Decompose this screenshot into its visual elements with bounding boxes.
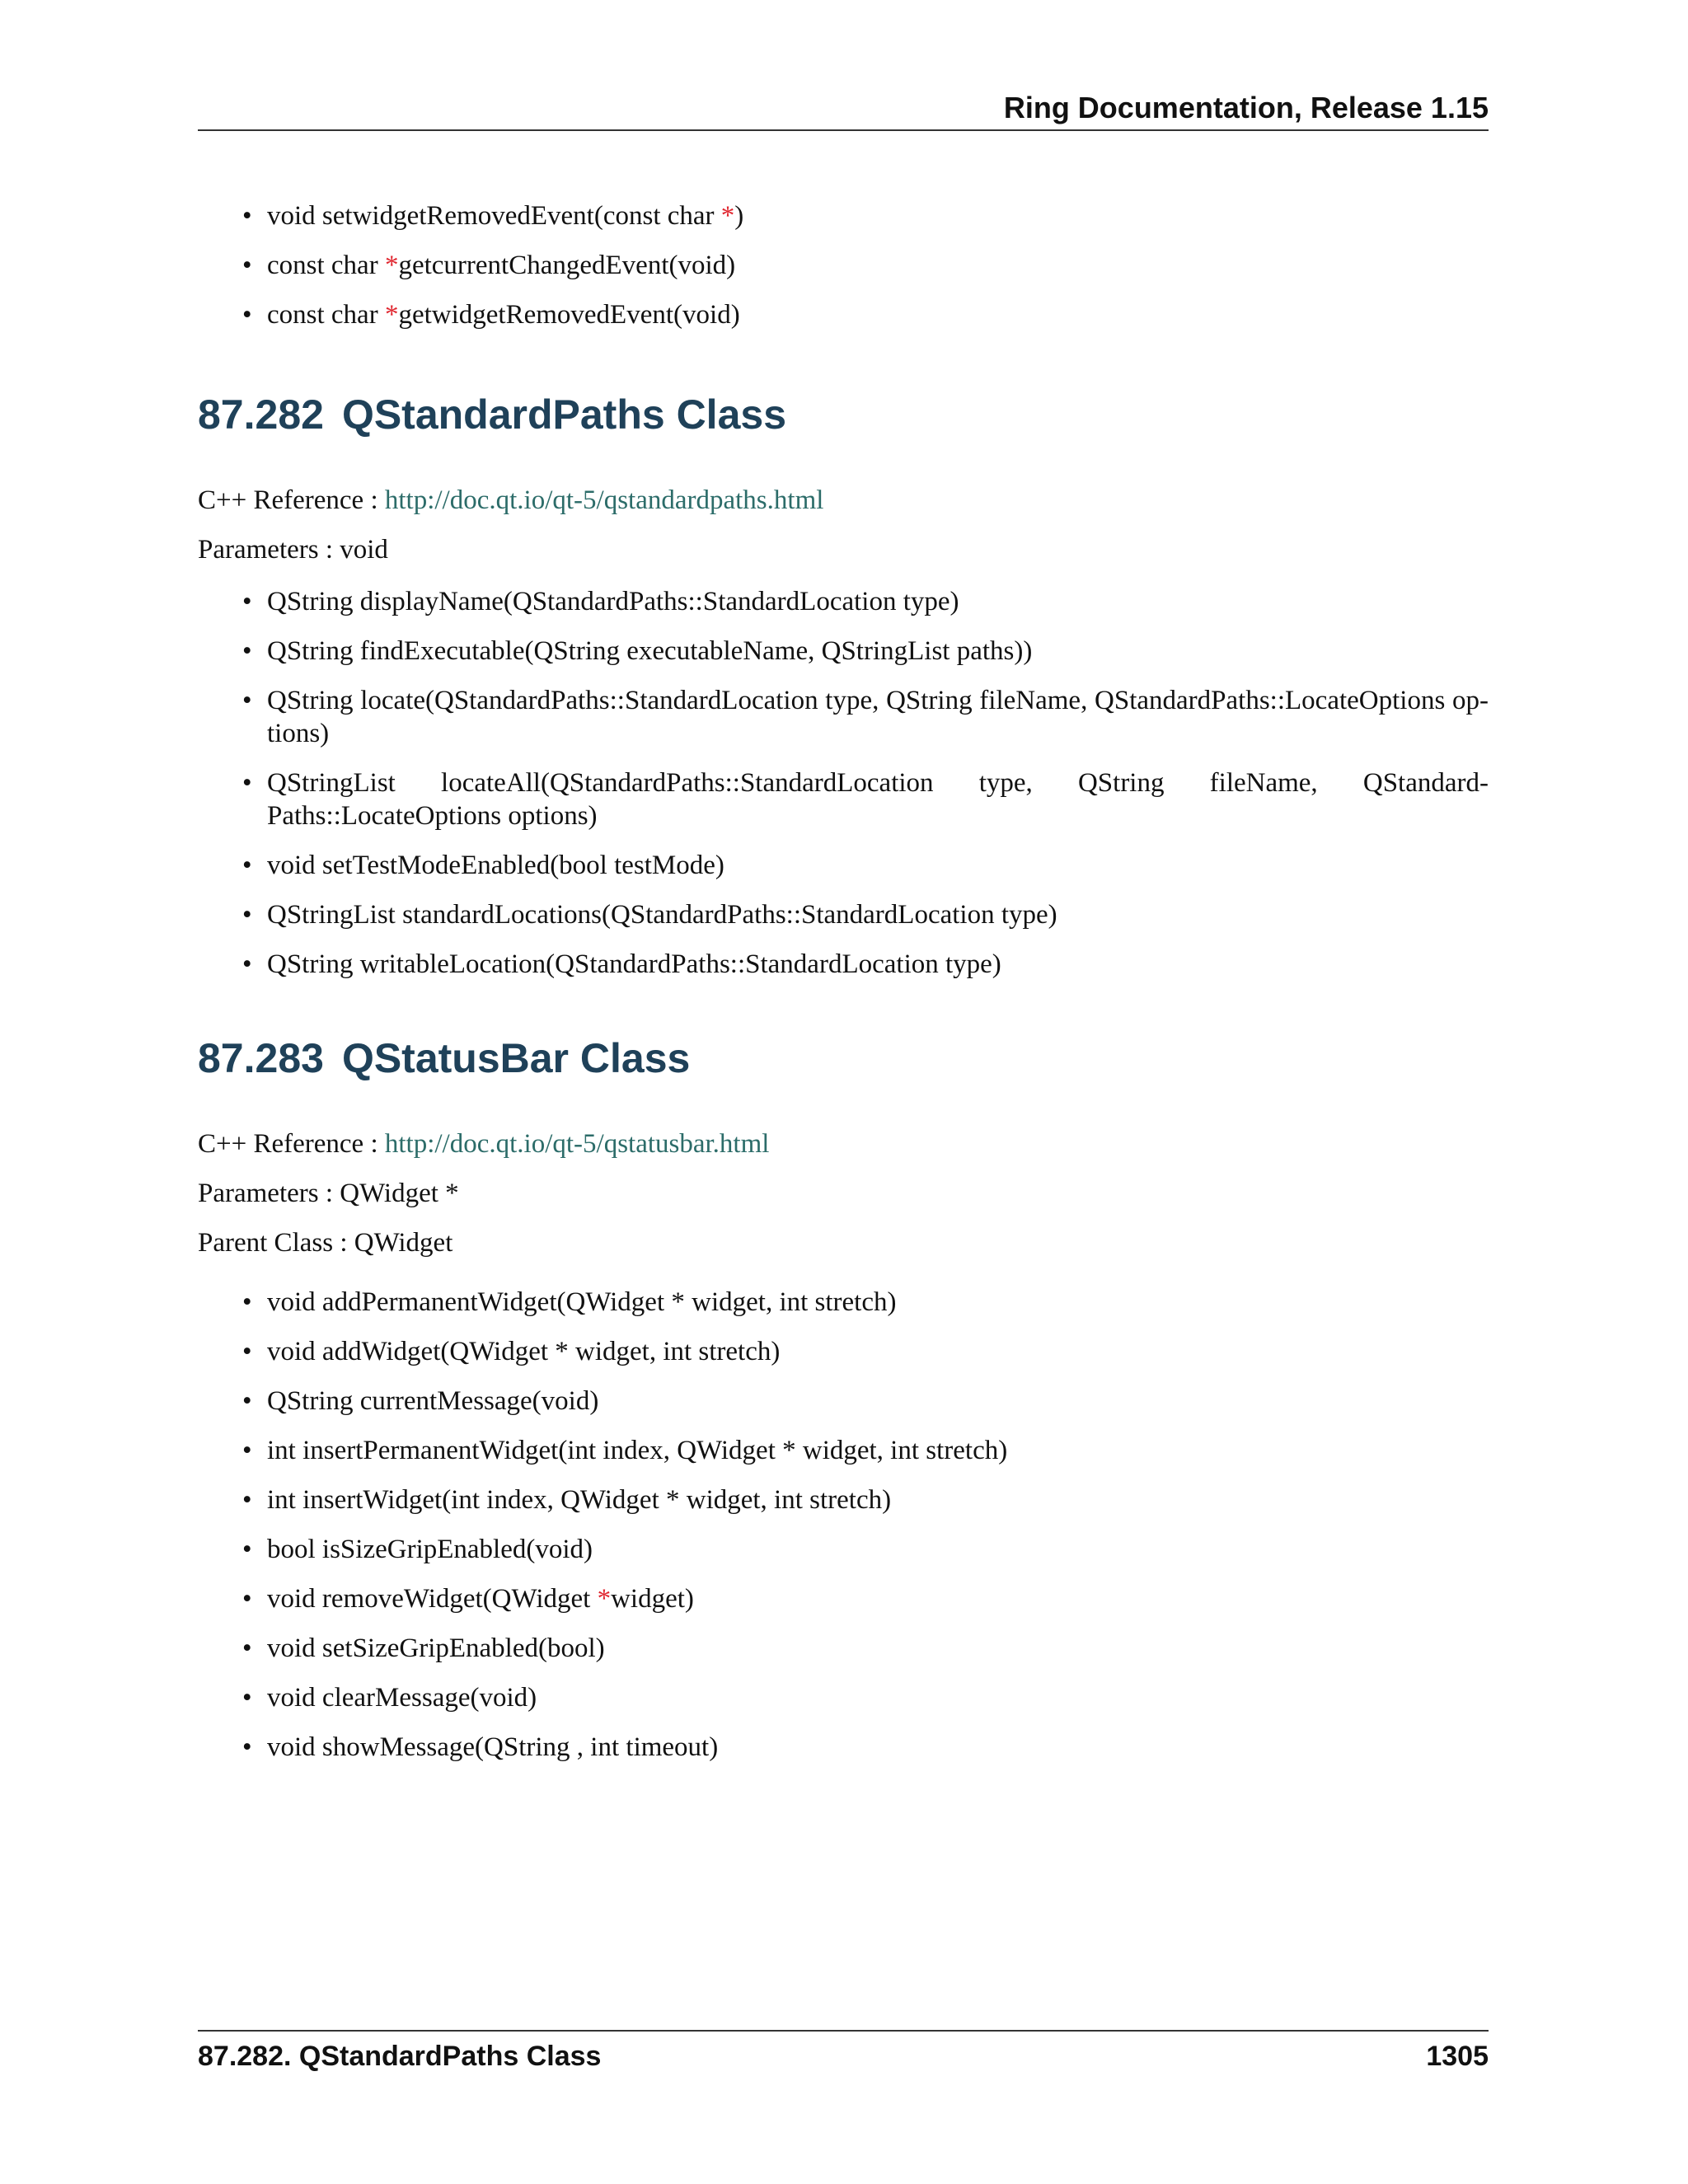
document-page	[198, 0, 1489, 2184]
list-item: • void showMessage(QString , int timeout)	[198, 1731, 1489, 1764]
cpp-reference: C++ Reference : http://doc.qt.io/qt-5/qstandardpaths.html	[198, 485, 824, 515]
method-list-qstandardpaths	[198, 585, 1489, 997]
footer-section-title: 87.282. QStandardPaths Class	[198, 2041, 602, 2072]
list-item: • void clearMessage(void)	[198, 1681, 1489, 1714]
list-item: • void setTestModeEnabled(bool testMode)	[198, 849, 1489, 882]
cpp-reference: C++ Reference : http://doc.qt.io/qt-5/qstatusbar.html	[198, 1129, 770, 1159]
list-item: • void removeWidget(QWidget *widget)	[198, 1582, 1489, 1615]
parameters-line: Parameters : QWidget *	[198, 1179, 459, 1208]
parameters-line: Parameters : void	[198, 535, 388, 565]
section-heading-qstandardpaths: 87.282 QStandardPaths Class	[198, 391, 786, 438]
page-number: 1305	[1426, 2041, 1489, 2072]
list-item: • QString currentMessage(void)	[198, 1385, 1489, 1418]
footer-rule	[198, 2030, 1489, 2032]
list-item: • int insertWidget(int index, QWidget * widget, int stretch)	[198, 1483, 1489, 1516]
list-item: • QStringList standardLocations(QStandardPaths::StandardLocation type)	[198, 898, 1489, 931]
list-item: • QString writableLocation(QStandardPaths::StandardLocation type)	[198, 948, 1489, 981]
reference-link[interactable]: http://doc.qt.io/qt-5/qstatusbar.html	[384, 1129, 770, 1159]
method-list-qstatusbar	[198, 1286, 1489, 1780]
list-item: • int insertPermanentWidget(int index, QWidget * widget, int stretch)	[198, 1434, 1489, 1467]
parent-class-line: Parent Class : QWidget	[198, 1228, 453, 1258]
header-rule	[198, 129, 1489, 131]
list-item: • QString locate(QStandardPaths::StandardLocation type, QString fileName, QStandardPaths::LocateOptions op- tions)	[198, 684, 1489, 750]
list-item: • void addWidget(QWidget * widget, int stretch)	[198, 1335, 1489, 1368]
section-heading-qstatusbar: 87.283 QStatusBar Class	[198, 1035, 691, 1081]
reference-link[interactable]: http://doc.qt.io/qt-5/qstandardpaths.html	[384, 485, 824, 515]
list-item: • QString displayName(QStandardPaths::StandardLocation type)	[198, 585, 1489, 618]
running-header: Ring Documentation, Release 1.15	[1003, 91, 1489, 124]
list-item: • void setSizeGripEnabled(bool)	[198, 1632, 1489, 1665]
list-item: • bool isSizeGripEnabled(void)	[198, 1533, 1489, 1566]
list-item: • void setwidgetRemovedEvent(const char *)	[198, 199, 1489, 232]
list-item: • void addPermanentWidget(QWidget * widget, int stretch)	[198, 1286, 1489, 1319]
list-item: • QString findExecutable(QString executableName, QStringList paths))	[198, 635, 1489, 668]
list-item: • const char *getcurrentChangedEvent(void)	[198, 249, 1489, 282]
list-item: • QStringList locateAll(QStandardPaths::StandardLocation type, QString fileName, QStandard- Paths::LocateOptions options)	[198, 766, 1489, 832]
intro-method-list	[198, 199, 1489, 348]
list-item: • const char *getwidgetRemovedEvent(void)	[198, 298, 1489, 331]
